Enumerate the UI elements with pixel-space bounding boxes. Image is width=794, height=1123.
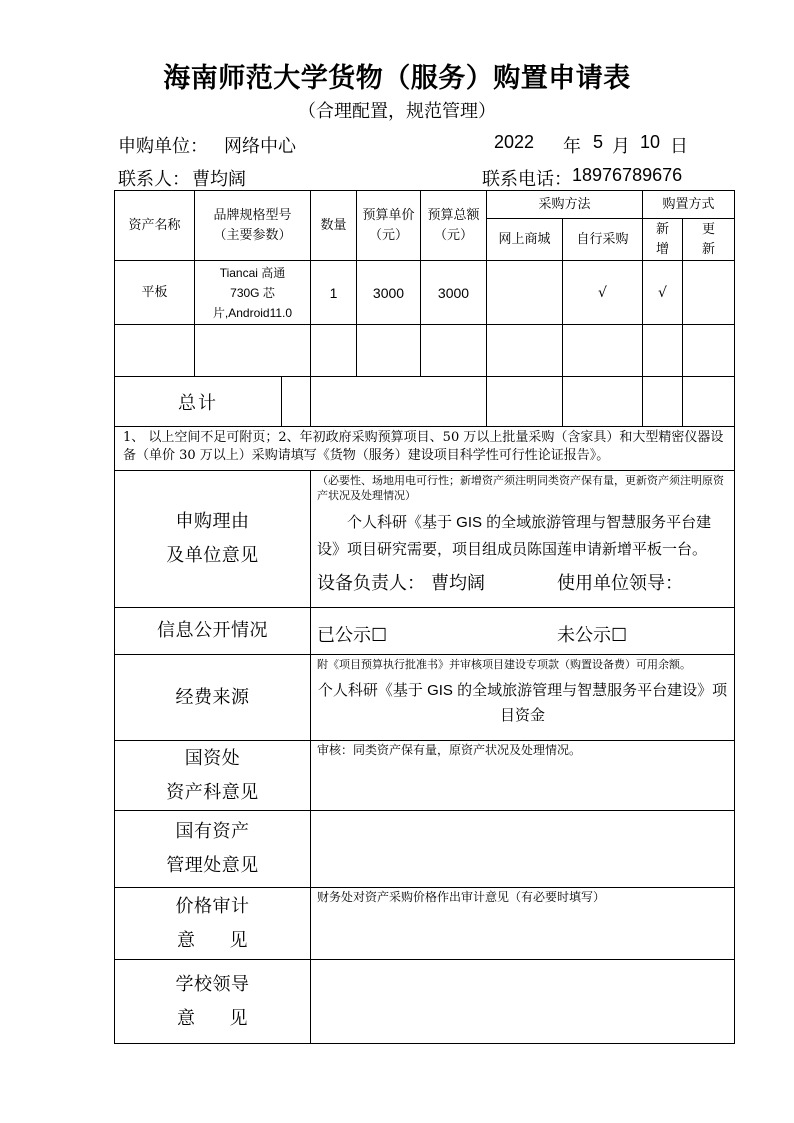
empty-cell	[643, 377, 683, 427]
price-audit-hint: 财务处对资产采购价格作出审计意见（有必要时填写）	[317, 890, 606, 904]
col-update	[683, 219, 735, 261]
item-spec-line3: 片,Android11.0	[212, 305, 293, 320]
asset-mgmt-label-line1: 国有资产	[175, 821, 250, 842]
phone-value: 18976789676	[572, 165, 683, 185]
school-leader-label-jian: 见	[229, 1007, 248, 1029]
not-published-checkbox[interactable]: 未公示☐	[557, 625, 628, 646]
table-row	[115, 261, 735, 325]
reason-label-line1: 申购理由	[175, 511, 250, 532]
equipment-owner-label: 设备负责人：	[317, 573, 425, 594]
col-unit-price-line2: （元）	[368, 227, 408, 243]
empty-cell	[421, 325, 487, 377]
item-spec-line2: 730G 芯	[230, 285, 275, 300]
empty-cell	[683, 325, 735, 377]
price-audit-label-cell	[115, 888, 311, 960]
col-new-line1: 新	[656, 221, 670, 237]
item-name: 平板	[115, 261, 195, 325]
col-quantity: 数量	[311, 191, 357, 261]
col-update-line1: 更	[702, 221, 716, 237]
col-asset-name: 资产名称	[115, 191, 195, 261]
date-month-char: 月	[612, 136, 630, 157]
date-day: 10	[640, 132, 661, 152]
item-unit-price: 3000	[357, 261, 421, 325]
date-year-char: 年	[563, 136, 581, 157]
phone-label: 联系电话：	[482, 169, 572, 190]
table-row-empty	[115, 325, 735, 377]
empty-cell	[643, 325, 683, 377]
col-brand-line1: 品牌规格型号	[213, 207, 292, 223]
contact-value: 曹均阔	[192, 169, 246, 190]
disclosure-content	[311, 608, 735, 655]
item-online-mall	[487, 261, 563, 325]
col-purchase-type: 购置方式	[643, 191, 735, 219]
contact-label: 联系人：	[118, 169, 190, 190]
unit-label: 申购单位：	[118, 136, 208, 157]
item-update	[683, 261, 735, 325]
price-audit-label-jian: 见	[229, 929, 248, 951]
funding-label: 经费来源	[115, 655, 311, 741]
col-new-line2: 增	[656, 241, 670, 257]
application-form-table	[114, 190, 735, 1044]
col-total-price-line2: （元）	[433, 227, 473, 243]
asset-mgmt-label-line2: 管理处意见	[166, 855, 259, 876]
asset-office-label-line2: 资产科意见	[166, 781, 259, 803]
unit-leader-label: 使用单位领导：	[557, 573, 683, 594]
asset-mgmt-label-cell	[115, 811, 311, 888]
item-new: √	[643, 261, 683, 325]
col-total-price	[421, 191, 487, 261]
total-label-box	[115, 377, 282, 426]
funding-content	[311, 655, 735, 741]
date-year: 2022	[494, 132, 535, 152]
unit-value: 网络中心	[224, 136, 296, 157]
empty-cell	[563, 377, 643, 427]
form-note: 1、 以上空间不足可附页；2、年初政府采购预算项目、50 万以上批量采购（含家具）和大型精密仪器设备（单价 30 万以上）采购请填写《货物（服务）建设项目科学性可行性论证报告》。	[115, 427, 735, 471]
date-day-char: 日	[670, 136, 688, 157]
form-title: 海南师范大学货物（服务）购置申请表	[163, 63, 631, 94]
asset-office-label-cell	[115, 741, 311, 811]
reason-hint: （必要性、场地用电可行性；新增资产须注明同类资产保有量，更新资产须注明原资产状况及处理情况）	[317, 474, 724, 502]
funding-hint: 附《项目预算执行批准书》并审核项目建设专项款（购置设备费）可用余额。	[317, 658, 691, 671]
school-leader-content	[311, 960, 735, 1044]
empty-cell	[115, 325, 195, 377]
col-online-mall: 网上商城	[487, 219, 563, 261]
reason-label-cell	[115, 471, 311, 608]
col-total-price-line1: 预算总额	[427, 207, 480, 223]
col-brand-spec	[195, 191, 311, 261]
empty-cell	[195, 325, 311, 377]
funding-text: 个人科研《基于 GIS 的全域旅游管理与智慧服务平台建设》项目资金	[317, 682, 728, 724]
asset-office-label-line1: 国资处	[184, 747, 241, 769]
empty-cell	[683, 377, 735, 427]
col-new	[643, 219, 683, 261]
empty-cell	[357, 325, 421, 377]
empty-cell	[311, 325, 357, 377]
empty-cell	[487, 325, 563, 377]
total-row	[115, 377, 735, 427]
disclosure-label: 信息公开情况	[115, 608, 311, 655]
school-leader-label-yi: 意	[177, 1007, 196, 1029]
price-audit-label-yi: 意	[177, 929, 196, 951]
item-spec-line1: Tiancai 高通	[219, 265, 286, 280]
reason-text: 个人科研《基于 GIS 的全域旅游管理与智慧服务平台建设》项目研究需要，项目组成员陈国莲申请新增平板一台。	[317, 514, 712, 558]
school-leader-label-line2	[115, 1002, 310, 1036]
school-leader-label-cell	[115, 960, 311, 1044]
empty-cell	[563, 325, 643, 377]
equipment-owner: 曹均阔	[431, 573, 485, 594]
item-spec	[195, 261, 311, 325]
total-label: 总计	[178, 392, 218, 414]
col-update-line2: 新	[702, 241, 716, 257]
reason-content	[311, 471, 735, 608]
item-self-purchase: √	[563, 261, 643, 325]
published-checkbox[interactable]: 已公示☐	[317, 625, 388, 646]
asset-office-hint: 审核：同类资产保有量，原资产状况及处理情况。	[317, 743, 582, 757]
col-unit-price-line1: 预算单价	[362, 207, 415, 223]
price-audit-label-line1: 价格审计	[175, 895, 250, 917]
col-procurement-method: 采购方法	[487, 191, 643, 219]
empty-cell	[487, 377, 563, 427]
col-unit-price	[357, 191, 421, 261]
school-leader-label-line1: 学校领导	[175, 973, 250, 995]
item-quantity: 1	[311, 261, 357, 325]
price-audit-content	[311, 888, 735, 960]
asset-mgmt-content	[311, 811, 735, 888]
item-total-price: 3000	[421, 261, 487, 325]
col-self-purchase: 自行采购	[563, 219, 643, 261]
reason-label-line2: 及单位意见	[166, 545, 259, 566]
total-amount	[311, 377, 487, 427]
col-brand-line2: （主要参数）	[213, 227, 292, 243]
reason-signatures	[311, 567, 734, 597]
price-audit-label-line2	[115, 924, 310, 958]
total-label-cell	[115, 377, 311, 427]
asset-office-content	[311, 741, 735, 811]
form-subtitle: （合理配置，规范管理）	[298, 101, 496, 122]
date-month: 5	[593, 132, 604, 152]
